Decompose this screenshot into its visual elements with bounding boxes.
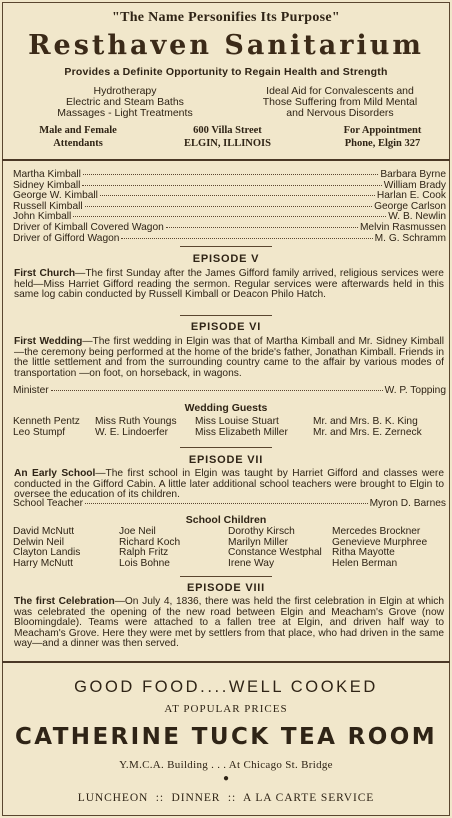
cast-actor: William Brady [383,179,446,191]
attendants-line: Male and Female [39,125,117,136]
school-child: Lois Bohne [119,557,170,569]
school-child: Clayton Landis [13,547,81,559]
teacher-row [13,499,446,510]
cast-role: Russell Kimball [13,200,83,212]
school-child: David McNutt [13,526,75,537]
leader-dots [73,216,386,217]
wedding-guest: Miss Ruth Youngs [95,416,177,427]
school-child: Marilyn Miller [228,536,288,548]
school-children-title: School Children [185,514,267,526]
leader-dots [82,185,381,186]
teacher-role: School Teacher [13,498,84,509]
episode-v-body: —The first Sunday after the James Gifford family arrived, religious services were held—Miss Harriet Gifford reading the sermon. Regular services were afterwards held in this same log cabin conducted by Russell Kimball or Deacon Philo Hatch. [14,268,444,300]
sanitarium-title: Resthaven Sanitarium [28,30,424,61]
wedding-guest: W. E. Lindoerfer [95,427,169,438]
leader-dots [83,174,378,175]
wedding-guest: Mr. and Mrs. B. K. King [313,416,418,427]
school-child: Harry McNutt [13,557,73,569]
cast-role: John Kimball [13,211,72,223]
episode-divider [180,576,272,577]
leader-dots [100,195,375,196]
bullet-ornament: ● [222,773,230,784]
service-line: Electric and Steam Baths [66,96,184,108]
cast-role: Driver of Gifford Wagon [13,232,120,244]
episode-vi-body: —The first wedding in Elgin was that of Martha Kimball and Mr. Sidney Kimball—the ceremony being performed at the home of the bride's father, Jonathan Kimball. Friends in the little settlement and from the surrounding country came to the affair by various modes of transportation —on foot, on horseback, in wagons. [14,336,444,379]
cast-role: George W. Kimball [13,190,98,202]
school-child: Mercedes Brockner [332,526,421,537]
school-child: Ralph Fritz [119,547,169,559]
cast-actor: George Carlson [374,200,446,212]
episode-viii-lead: The first Celebration [14,596,115,607]
episode-vii-lead: An Early School [14,468,96,479]
wedding-guest: Kenneth Pentz [13,416,80,427]
episode-v-text [14,269,444,301]
divider [2,661,450,663]
wedding-guests-title: Wedding Guests [184,402,268,414]
benefits-list [235,86,445,119]
episode-divider [180,447,272,448]
slogan: "The Name Personifies Its Purpose" [112,10,340,25]
address-line: 600 Villa Street [193,125,262,136]
school-child: Irene Way [228,557,275,569]
minister-name: W. P. Topping [384,385,446,396]
wedding-guest: Miss Elizabeth Miller [195,427,288,438]
service-line: Massages - Light Treatments [57,107,193,119]
cast-role: Sidney Kimball [13,179,81,191]
leader-dots [85,503,368,504]
episode-vi-lead: First Wedding [14,336,83,347]
episode-viii-body: —On July 4, 1836, there was held the first celebration in Elgin at which was celebrated the opening of the new road between Elgin and Meacham's Grove (now Bloomingdale). Teams were attached to a fallen tree at Elgin, and driven half way to Meacham's Grove. Here they were met by settlers from that place, who had driven in the same way—and a dinner was then served. [14,596,445,649]
minister-role: Minister [13,385,49,396]
cast-row [13,202,446,213]
wedding-guest: Mr. and Mrs. E. Zerneck [313,427,422,438]
leader-dots [121,238,372,239]
cast-actor: Harlan E. Cook [376,190,446,202]
cast-actor: Barbara Byrne [380,169,446,180]
address-line: ELGIN, ILLINOIS [184,138,271,149]
cast-role: Martha Kimball [13,169,81,180]
attendants-line: Attendants [53,138,103,149]
episode-vi-title: EPISODE VI [190,321,262,333]
appointment-line: Phone, Elgin 327 [344,138,421,149]
wedding-guest: Miss Louise Stuart [195,416,279,427]
leader-dots [85,206,372,207]
cast-role: Driver of Kimball Covered Wagon [13,222,164,233]
school-child: Helen Berman [332,557,398,569]
episode-vii-title: EPISODE VII [188,454,264,466]
episode-v-lead: First Church [14,268,76,279]
benefit-line: and Nervous Disorders [286,107,394,119]
school-child: Richard Koch [119,536,181,548]
cast-row [13,234,446,245]
episode-divider [180,315,272,316]
divider [2,159,450,161]
attendants-note [18,124,138,150]
appointment-info [320,124,445,150]
tea-room-location: Y.M.C.A. Building . . . At Chicago St. Bridge [119,759,333,771]
school-child: Dorothy Kirsch [228,526,295,537]
good-food-headline: GOOD FOOD....WELL COOKED [74,678,378,696]
services-list [40,86,210,119]
appointment-line: For Appointment [343,125,422,136]
tea-room-name: CATHERINE TUCK TEA ROOM [15,724,437,750]
episode-divider [180,246,272,247]
school-child: Joe Neil [119,526,156,537]
benefit-line: Ideal Aid for Convalescents and [266,85,414,97]
school-child: Ritha Mayotte [332,547,395,559]
cast-actor: M. G. Schramm [374,232,446,244]
episode-vii-body: —The first school in Elgin was taught by Harriet Gifford and classes were conducted in the Gifford Cabin. A little later additional school teachers were brought to Elgin to oversee the education of its children. [14,468,444,500]
episode-viii-title: EPISODE VIII [186,582,266,594]
service-line: Hydrotherapy [93,85,157,97]
cast-actor: Melvin Rasmussen [359,222,446,233]
school-child: Constance Westphal [228,547,322,559]
benefit-line: Those Suffering from Mild Mental [262,96,418,108]
sanitarium-tagline: Provides a Definite Opportunity to Regain Health and Strength [64,66,388,78]
cast-actor: W. B. Newlin [388,211,446,223]
sanitarium-address [165,124,290,150]
teacher-name: Myron D. Barnes [369,498,446,509]
episode-v-title: EPISODE V [192,253,260,265]
episode-vii-text [14,469,444,501]
school-child: Genevieve Murphree [332,536,428,548]
episode-viii-text [14,597,444,650]
school-child: Delwin Neil [13,536,64,548]
episode-vi-text [14,337,444,379]
popular-prices: AT POPULAR PRICES [164,703,288,715]
leader-dots [166,227,358,228]
tea-room-services: LUNCHEON :: DINNER :: A LA CARTE SERVICE [77,792,375,804]
wedding-guest: Leo Stumpf [13,427,66,438]
leader-dots [51,390,383,391]
minister-row [13,386,446,397]
